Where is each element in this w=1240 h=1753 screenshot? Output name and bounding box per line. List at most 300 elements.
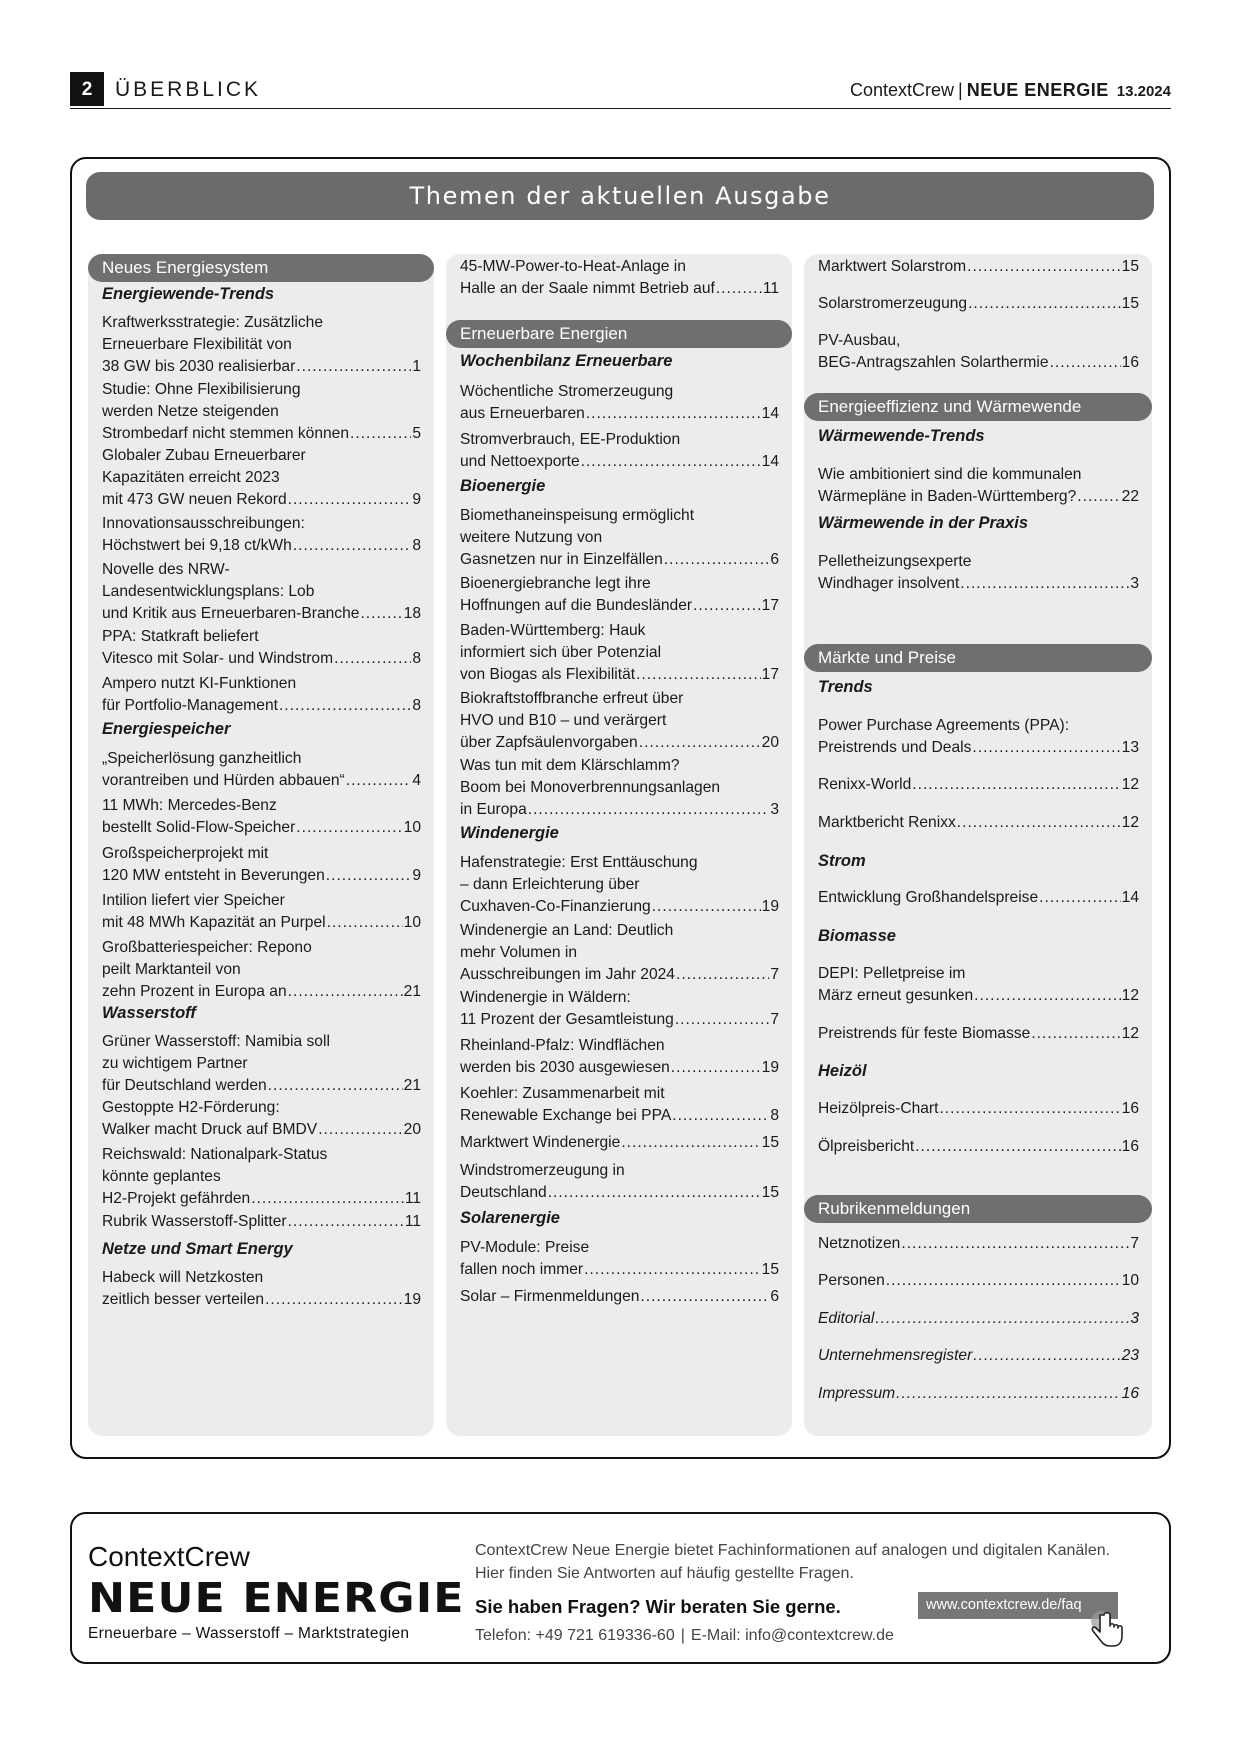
toc-entry-title: Entwicklung Großhandelspreise [818, 889, 1039, 906]
toc-entry-title: Impressum [818, 1385, 896, 1402]
dot-leader [1050, 352, 1121, 374]
dot-leader [640, 1286, 769, 1308]
toc-column-2 [446, 254, 792, 1436]
dot-leader [973, 1345, 1120, 1367]
toc-entry-title: Walker macht Druck auf BMDV [102, 1121, 318, 1138]
dot-leader [288, 1211, 404, 1233]
page-reference: 20 [761, 734, 779, 751]
dot-leader [652, 896, 761, 918]
toc-entry-line: PPA: Statkraft beliefert [102, 628, 259, 645]
dot-leader [693, 595, 761, 617]
toc-entry[interactable] [460, 256, 779, 300]
page-reference: 8 [412, 537, 421, 554]
info-text [475, 1539, 1125, 1585]
toc-entry[interactable] [460, 1160, 779, 1204]
toc-entry-title: Unternehmensregister [818, 1347, 973, 1364]
dot-leader [581, 451, 761, 473]
page-reference: 11 [404, 1190, 421, 1207]
toc-entry-final-line [460, 964, 779, 986]
toc-entry[interactable] [818, 330, 1139, 374]
page-reference: 22 [1121, 488, 1139, 505]
page-reference: 6 [770, 1288, 779, 1305]
logo-brand: ContextCrew [88, 1541, 250, 1572]
toc-entry-title: Heizölpreis-Chart [818, 1100, 939, 1117]
faq-link-button[interactable]: www.contextcrew.de/faq [918, 1592, 1118, 1619]
dot-leader [960, 573, 1129, 595]
toc-entry[interactable] [818, 1098, 1139, 1120]
page-reference: 19 [761, 1059, 779, 1076]
subsection-heading: Trends [818, 678, 873, 696]
toc-entry[interactable] [818, 812, 1139, 834]
toc-entry-title: von Biogas als Flexibilität [460, 666, 636, 683]
hand-pointer-icon [1087, 1609, 1127, 1653]
toc-entry[interactable] [102, 379, 421, 445]
toc-entry[interactable] [818, 256, 1139, 278]
section-label: ÜBERBLICK [115, 78, 262, 101]
toc-entry-line: Studie: Ohne Flexibilisierung [102, 381, 301, 398]
toc-entry-title: zehn Prozent in Europa an [102, 983, 287, 1000]
toc-entry[interactable] [818, 774, 1139, 796]
page-reference: 21 [403, 1077, 421, 1094]
page-reference: 16 [1121, 1385, 1139, 1402]
toc-entry-line: PV-Module: Preise [460, 1239, 590, 1256]
toc-entry-final-line [102, 695, 421, 717]
toc-entry-title: Marktwert Windenergie [460, 1134, 621, 1151]
toc-entry[interactable] [818, 1308, 1139, 1330]
toc-entry-line: Biomethaneinspeisung ermöglicht [460, 507, 695, 524]
toc-entry-final-line [818, 1345, 1139, 1367]
toc-entry[interactable] [102, 312, 421, 378]
toc-entry-title: vorantreiben und Hürden abbauen“ [102, 772, 345, 789]
subsection-heading: Wochenbilanz Erneuerbare [460, 352, 673, 370]
toc-entry-final-line [460, 799, 779, 821]
toc-entry[interactable] [460, 505, 779, 571]
page-reference: 11 [762, 280, 779, 297]
toc-entry-final-line [102, 1119, 421, 1141]
page-reference: 23 [1121, 1347, 1139, 1364]
toc-entry-line: Koehler: Zusammenarbeit mit [460, 1085, 665, 1102]
dot-leader [639, 732, 761, 754]
issue-number: 13.2024 [1116, 83, 1171, 100]
toc-entry-final-line [102, 912, 421, 934]
page-reference: 14 [761, 453, 779, 470]
dot-leader [676, 964, 769, 986]
toc-entry-final-line [818, 293, 1139, 315]
toc-entry-final-line [818, 1383, 1139, 1405]
page-reference: 6 [770, 551, 779, 568]
rubric-heading: Erneuerbare Energien [446, 320, 792, 348]
dot-leader [664, 549, 769, 571]
toc-entry-line: Reichswald: Nationalpark-Status [102, 1146, 328, 1163]
toc-entry[interactable] [102, 748, 421, 792]
page-reference: 16 [1121, 1138, 1139, 1155]
dot-leader [268, 1075, 403, 1097]
toc-entry-title: werden bis 2030 ausgewiesen [460, 1059, 670, 1076]
toc-entry-final-line [818, 812, 1139, 834]
toc-entry-final-line [818, 573, 1139, 595]
toc-entry[interactable] [102, 626, 421, 670]
toc-entry-title: Cuxhaven-Co-Finanzierung [460, 898, 651, 915]
page-reference: 14 [761, 405, 779, 422]
page-number: 2 [70, 72, 104, 106]
toc-entry-final-line [818, 352, 1139, 374]
toc-entry-line: Großspeicherprojekt mit [102, 845, 269, 862]
toc-entry[interactable] [460, 429, 779, 473]
toc-entry-line: zu wichtigem Partner [102, 1055, 248, 1072]
toc-entry[interactable] [102, 445, 421, 511]
toc-column-1 [88, 254, 434, 1436]
toc-entry-final-line [460, 403, 779, 425]
toc-entry-final-line [102, 1188, 421, 1210]
toc-entry-line: Was tun mit dem Klärschlamm? [460, 757, 680, 774]
toc-entry[interactable] [818, 1023, 1139, 1045]
dot-leader [251, 1188, 404, 1210]
brand-name: ContextCrew [850, 80, 955, 100]
toc-entry[interactable] [460, 1132, 779, 1154]
toc-entry-final-line [102, 1211, 421, 1233]
page-reference: 12 [1121, 987, 1139, 1004]
toc-entry[interactable] [818, 715, 1139, 759]
dot-leader [584, 1259, 761, 1281]
toc-entry-title: Solarstromerzeugung [818, 295, 968, 312]
dot-leader [360, 603, 402, 625]
toc-entry-final-line [102, 817, 421, 839]
toc-entry-title: fallen noch immer [460, 1261, 584, 1278]
page-reference: 4 [412, 772, 421, 789]
dot-leader [957, 812, 1121, 834]
toc-entry[interactable] [460, 852, 779, 918]
dot-leader [293, 535, 412, 557]
toc-entry-line: DEPI: Pelletpreise im [818, 965, 966, 982]
dot-leader [327, 912, 403, 934]
page-reference: 11 [404, 1213, 421, 1230]
page-reference: 14 [1121, 889, 1139, 906]
toc-entry-line: Erneuerbare Flexibilität von [102, 336, 292, 353]
dot-leader [967, 256, 1120, 278]
toc-entry[interactable] [102, 559, 421, 625]
dot-leader [671, 1057, 761, 1079]
subsection-heading: Biomasse [818, 927, 896, 945]
toc-entry[interactable] [460, 688, 779, 754]
toc-entry[interactable] [460, 573, 779, 617]
dot-leader [326, 865, 412, 887]
toc-entry-line: Power Purchase Agreements (PPA): [818, 717, 1070, 734]
toc-entry-title: und Kritik aus Erneuerbaren-Branche [102, 605, 360, 622]
dot-leader [896, 1383, 1121, 1405]
page-reference: 12 [1121, 1025, 1139, 1042]
toc-entry-title: März erneut gesunken [818, 987, 974, 1004]
toc-entry-title: für Portfolio-Management [102, 697, 278, 714]
toc-entry-line: peilt Marktanteil von [102, 961, 241, 978]
toc-title: Themen der aktuellen Ausgabe [86, 172, 1154, 220]
toc-entry-final-line [460, 1105, 779, 1127]
toc-entry[interactable] [818, 464, 1139, 508]
toc-entry[interactable] [818, 551, 1139, 595]
toc-entry-final-line [818, 887, 1139, 909]
dot-leader [265, 1289, 403, 1311]
toc-entry-title: 11 Prozent der Gesamtleistung [460, 1011, 674, 1028]
toc-entry-title: Marktwert Solarstrom [818, 258, 967, 275]
toc-entry-line: Wie ambitioniert sind die kommunalen [818, 466, 1082, 483]
toc-entry-final-line [102, 356, 421, 378]
page-reference: 15 [1121, 258, 1139, 275]
toc-entry-title: Solar – Firmenmeldungen [460, 1288, 640, 1305]
toc-entry-title: mit 48 MWh Kapazität an Purpel [102, 914, 326, 931]
toc-entry-line: Windenergie in Wäldern: [460, 989, 631, 1006]
dot-leader [875, 1308, 1129, 1330]
email-address[interactable]: E-Mail: info@contextcrew.de [690, 1627, 894, 1644]
page-reference: 7 [770, 1011, 779, 1028]
page-reference: 3 [1130, 575, 1139, 592]
toc-entry[interactable] [102, 890, 421, 934]
toc-entry[interactable] [102, 795, 421, 839]
dot-leader [296, 817, 402, 839]
page-reference: 16 [1121, 354, 1139, 371]
page-reference: 8 [770, 1107, 779, 1124]
toc-entry-line: weitere Nutzung von [460, 529, 603, 546]
dot-leader [912, 774, 1120, 796]
toc-entry-title: Deutschland [460, 1184, 547, 1201]
subsection-heading: Wärmewende-Trends [818, 427, 985, 445]
toc-entry[interactable] [102, 1211, 421, 1233]
toc-entry-line: Stromverbrauch, EE-Produktion [460, 431, 681, 448]
subsection-heading: Netze und Smart Energy [102, 1240, 293, 1258]
page-reference: 15 [761, 1184, 779, 1201]
toc-entry-final-line [102, 865, 421, 887]
toc-entry-line: mehr Volumen in [460, 944, 578, 961]
toc-entry[interactable] [460, 1035, 779, 1079]
toc-entry-line: Baden-Württemberg: Hauk [460, 622, 646, 639]
toc-entry[interactable] [460, 1286, 779, 1308]
dot-leader [586, 403, 761, 425]
toc-entry[interactable] [818, 1383, 1139, 1405]
toc-entry[interactable] [102, 1144, 421, 1210]
toc-entry-line: könnte geplantes [102, 1168, 221, 1185]
logo-tagline: Erneuerbare – Wasserstoff – Marktstrategien [88, 1625, 410, 1642]
toc-entry[interactable] [102, 937, 421, 1003]
toc-entry[interactable] [460, 987, 779, 1031]
toc-entry-line: Bioenergiebranche legt ihre [460, 575, 651, 592]
toc-entry[interactable] [818, 1136, 1139, 1158]
page-reference: 9 [412, 867, 421, 884]
toc-entry-line: Hafenstrategie: Erst Enttäuschung [460, 854, 698, 871]
dot-leader [279, 695, 411, 717]
page-reference: 10 [403, 914, 421, 931]
toc-entry-line: „Speicherlösung ganzheitlich [102, 750, 302, 767]
toc-entry-title: BEG-Antragszahlen Solarthermie [818, 354, 1049, 371]
logo-name: NEUE ENERGIE [88, 1574, 465, 1622]
page-reference: 18 [403, 605, 421, 622]
subsection-heading: Energiespeicher [102, 720, 231, 738]
toc-entry[interactable] [818, 963, 1139, 1007]
toc-entry-final-line [818, 774, 1139, 796]
toc-entry-title: Strombedarf nicht stemmen können [102, 425, 350, 442]
rubric-heading: Rubrikenmeldungen [804, 1195, 1152, 1223]
publication-masthead [850, 80, 1171, 101]
page-reference: 17 [761, 666, 779, 683]
toc-column-3 [804, 254, 1152, 1436]
subsection-heading: Heizöl [818, 1062, 867, 1080]
page-header [70, 72, 1171, 109]
toc-entry-line: Landesentwicklungsplans: Lob [102, 583, 315, 600]
toc-entry[interactable] [460, 755, 779, 821]
toc-entry-final-line [818, 256, 1139, 278]
toc-entry-line: – dann Erleichterung über [460, 876, 640, 893]
toc-entry-title: Rubrik Wasserstoff-Splitter [102, 1213, 287, 1230]
toc-entry-line: HVO und B10 – und verärgert [460, 712, 667, 729]
dot-leader [288, 981, 403, 1003]
masthead-separator: | [958, 80, 963, 100]
dot-leader [968, 293, 1121, 315]
info-text-line: Hier finden Sie Antworten auf häufig gestellte Fragen. [475, 1565, 854, 1582]
phone-number: Telefon: +49 721 619336-60 [475, 1627, 675, 1644]
toc-entry-line: Gestoppte H2-Förderung: [102, 1099, 280, 1116]
toc-entry[interactable] [102, 673, 421, 717]
toc-entry-final-line [818, 1270, 1139, 1292]
rubric-heading: Neues Energiesystem [88, 254, 434, 282]
page-reference: 17 [761, 597, 779, 614]
toc-entry-final-line [102, 770, 421, 792]
dot-leader [716, 278, 762, 300]
page-reference: 10 [403, 819, 421, 836]
toc-entry-final-line [460, 278, 779, 300]
contact-line [475, 1627, 894, 1645]
page-reference: 1 [412, 358, 421, 375]
toc-entry[interactable] [818, 1345, 1139, 1367]
toc-entry-title: Wärmepläne in Baden-Württemberg? [818, 488, 1077, 505]
toc-entry-final-line [102, 1289, 421, 1311]
toc-entry-title: mit 473 GW neuen Rekord [102, 491, 287, 508]
toc-entry-line: Biokraftstoffbranche erfreut über [460, 690, 684, 707]
toc-entry[interactable] [818, 1233, 1139, 1255]
page-reference: 15 [761, 1261, 779, 1278]
page-reference: 16 [1121, 1100, 1139, 1117]
toc-entry[interactable] [102, 513, 421, 557]
publication-name: NEUE ENERGIE [966, 80, 1109, 100]
toc-entry-title: für Deutschland werden [102, 1077, 267, 1094]
toc-entry-line: Grüner Wasserstoff: Namibia soll [102, 1033, 330, 1050]
page-reference: 3 [1130, 1310, 1139, 1327]
info-text-line: ContextCrew Neue Energie bietet Fachinformationen auf analogen und digitalen Kanälen. [475, 1542, 1111, 1559]
toc-entry-line: Windenergie an Land: Deutlich [460, 922, 674, 939]
toc-entry-final-line [818, 1233, 1139, 1255]
toc-entry[interactable] [818, 1270, 1139, 1292]
toc-entry-line: Globaler Zubau Erneuerbarer [102, 447, 306, 464]
subsection-heading: Bioenergie [460, 477, 546, 495]
table-of-contents [70, 157, 1171, 1459]
dot-leader [675, 1009, 770, 1031]
toc-entry-title: 38 GW bis 2030 realisierbar [102, 358, 296, 375]
toc-entry[interactable] [102, 1267, 421, 1311]
toc-entry-title: Ölpreisbericht [818, 1138, 915, 1155]
dot-leader [528, 799, 770, 821]
page-reference: 8 [412, 650, 421, 667]
toc-entry-line: 45-MW-Power-to-Heat-Anlage in [460, 258, 686, 275]
toc-entry-line: PV-Ausbau, [818, 332, 901, 349]
toc-entry-final-line [102, 489, 421, 511]
dot-leader [901, 1233, 1129, 1255]
toc-entry-final-line [818, 1136, 1139, 1158]
subsection-heading: Solarenergie [460, 1209, 560, 1227]
page-reference: 3 [770, 801, 779, 818]
toc-entry-final-line [460, 1057, 779, 1079]
toc-entry-title: zeitlich besser verteilen [102, 1291, 265, 1308]
toc-entry-final-line [460, 1182, 779, 1204]
toc-entry-line: Kraftwerksstrategie: Zusätzliche [102, 314, 323, 331]
toc-entry-title: Ausschreibungen im Jahr 2024 [460, 966, 675, 983]
dot-leader [621, 1132, 760, 1154]
toc-entry-line: Rheinland-Pfalz: Windflächen [460, 1037, 665, 1054]
subsection-heading: Wasserstoff [102, 1004, 196, 1022]
toc-entry-line: Boom bei Monoverbrennungsanlagen [460, 779, 721, 796]
toc-entry-final-line [102, 648, 421, 670]
dot-leader [939, 1098, 1120, 1120]
toc-entry[interactable] [102, 1097, 421, 1141]
toc-entry-line: Habeck will Netzkosten [102, 1269, 264, 1286]
toc-entry-final-line [460, 451, 779, 473]
dot-leader [1031, 1023, 1120, 1045]
toc-entry-final-line [460, 896, 779, 918]
dot-leader [974, 985, 1120, 1007]
toc-entry-line: Intilion liefert vier Speicher [102, 892, 285, 909]
toc-entry-title: Windhager insolvent [818, 575, 960, 592]
toc-entry-title: Personen [818, 1272, 885, 1289]
toc-entry[interactable] [818, 887, 1139, 909]
toc-entry[interactable] [460, 381, 779, 425]
toc-entry-final-line [818, 486, 1139, 508]
toc-entry[interactable] [460, 1083, 779, 1127]
toc-entry[interactable] [102, 1031, 421, 1097]
toc-entry-title: bestellt Solid-Flow-Speicher [102, 819, 296, 836]
toc-entry[interactable] [460, 620, 779, 686]
toc-entry-line: Kapazitäten erreicht 2023 [102, 469, 280, 486]
toc-entry-final-line [460, 595, 779, 617]
toc-entry-title: 120 MW entsteht in Beverungen [102, 867, 325, 884]
toc-entry-final-line [460, 1286, 779, 1308]
toc-entry-final-line [102, 423, 421, 445]
toc-entry-title: aus Erneuerbaren [460, 405, 585, 422]
toc-entry[interactable] [102, 843, 421, 887]
toc-entry[interactable] [460, 1237, 779, 1281]
toc-entry-title: Marktbericht Renixx [818, 814, 956, 831]
toc-entry-title: Höchstwert bei 9,18 ct/kWh [102, 537, 292, 554]
toc-entry-final-line [102, 981, 421, 1003]
page-reference: 8 [412, 697, 421, 714]
toc-entry-line: Innovationsausschreibungen: [102, 515, 305, 532]
page-reference: 12 [1121, 776, 1139, 793]
dot-leader [346, 770, 412, 792]
toc-entry[interactable] [818, 293, 1139, 315]
toc-entry-title: Hoffnungen auf die Bundesländer [460, 597, 693, 614]
dot-leader [350, 423, 411, 445]
page-reference: 7 [770, 966, 779, 983]
toc-entry-final-line [460, 549, 779, 571]
contact-separator: | [680, 1627, 685, 1644]
toc-entry-title: Preistrends für feste Biomasse [818, 1025, 1031, 1042]
page-reference: 9 [412, 491, 421, 508]
toc-entry-final-line [102, 1075, 421, 1097]
toc-entry[interactable] [460, 920, 779, 986]
toc-entry-final-line [818, 985, 1139, 1007]
info-box [70, 1512, 1171, 1664]
dot-leader [548, 1182, 761, 1204]
toc-entry-title: Renewable Exchange bei PPA [460, 1107, 672, 1124]
page-reference: 20 [403, 1121, 421, 1138]
toc-entry-line: Wöchentliche Stromerzeugung [460, 383, 674, 400]
subsection-heading: Energiewende-Trends [102, 285, 275, 303]
toc-entry-line: Pelletheizungsexperte [818, 553, 972, 570]
rubric-heading: Märkte und Preise [804, 644, 1152, 672]
